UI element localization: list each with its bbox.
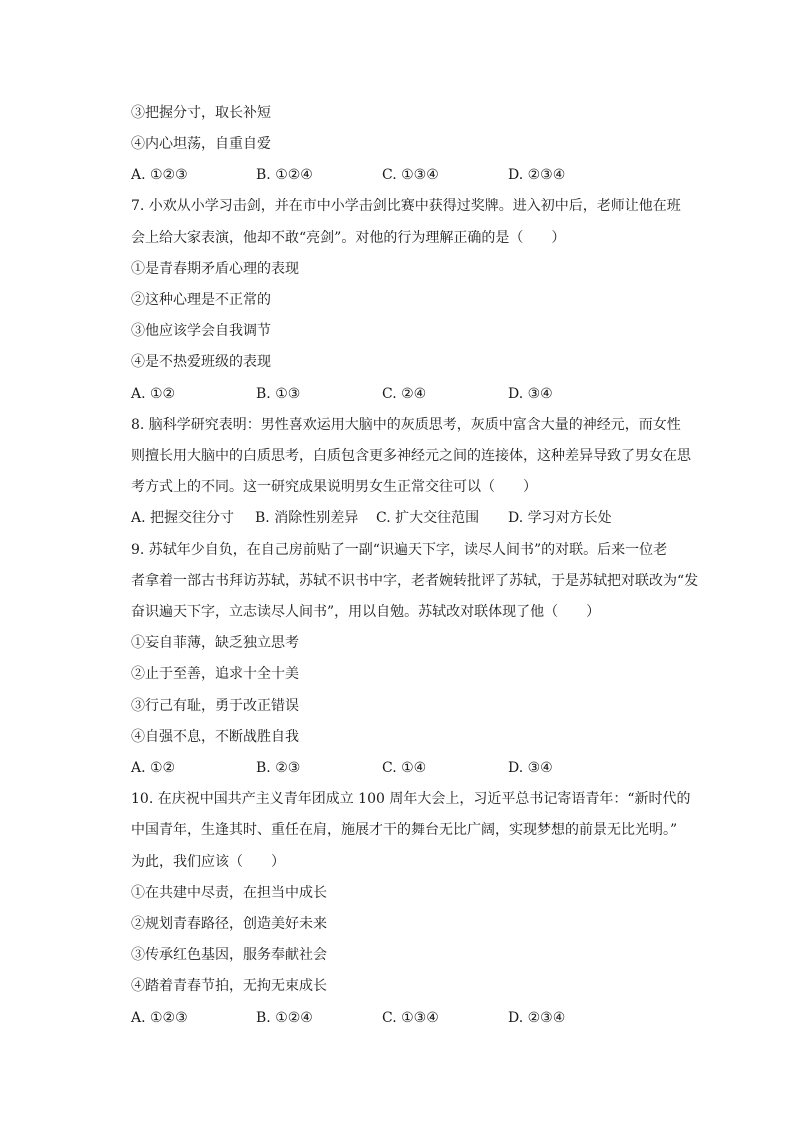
statement-2: ②这种心理是不正常的 <box>131 292 271 308</box>
q10-options <box>131 1008 691 1028</box>
question-8-text: 则擅长用大脑中的白质思考，白质包含更多神经元之间的连接体，这种差异导致了男女在思 <box>131 448 691 464</box>
option-d: D. ③④ <box>508 760 553 776</box>
statement-3: ③把握分寸，取长补短 <box>131 105 271 121</box>
option-c: C. ①④ <box>382 760 427 776</box>
option-c: C. ①③④ <box>382 1010 439 1026</box>
question-7-text: 7. 小欢从小学习击剑，并在市中小学击剑比赛中获得过奖牌。进入初中后，老师让他在班 <box>131 198 681 214</box>
question-8-text: 考方式上的不同。这一研究成果说明男女生正常交往可以（ ） <box>131 479 537 495</box>
statement-4: ④自强不息，不断战胜自我 <box>131 729 299 745</box>
option-c: C. ②④ <box>382 386 427 402</box>
statement-4: ④内心坦荡，自重自爱 <box>131 136 271 152</box>
option-b: B. ①②④ <box>256 167 313 183</box>
q8-options <box>131 508 691 528</box>
statement-3: ③他应该学会自我调节 <box>131 323 271 339</box>
statement-1: ①妄自菲薄，缺乏独立思考 <box>131 635 299 651</box>
option-b: B. ②③ <box>256 760 301 776</box>
statement-3: ③行己有耻，勇于改正错误 <box>131 698 299 714</box>
option-d: D. ②③④ <box>508 167 566 183</box>
option-a: A. ①② <box>131 760 176 776</box>
question-10-text: 为此，我们应该（ ） <box>131 854 285 870</box>
question-9-text: 9. 苏轼年少自负，在自己房前贴了一副“识遍天下字，读尽人间书”的对联。后来一位老 <box>131 542 668 558</box>
q7-options <box>131 384 691 404</box>
statement-4: ④踏着青春节拍，无拘无束成长 <box>131 978 327 994</box>
option-c: C. ①③④ <box>382 167 439 183</box>
statement-1: ①是青春期矛盾心理的表现 <box>131 261 299 277</box>
option-a: A. 把握交往分寸 <box>131 510 235 526</box>
statement-1: ①在共建中尽责，在担当中成长 <box>131 885 327 901</box>
option-a: A. ①②③ <box>131 1010 188 1026</box>
question-7-text: 会上给大家表演，他却不敢“亮剑”。对他的行为理解正确的是（ ） <box>131 230 566 246</box>
question-10-text: 10. 在庆祝中国共产主义青年团成立 100 周年大会上，习近平总书记寄语青年：“新时代的 <box>131 791 691 807</box>
question-10-text: 中国青年，生逢其时、重任在肩，施展才干的舞台无比广阔，实现梦想的前景无比光明。” <box>131 822 678 838</box>
statement-4: ④是不热爱班级的表现 <box>131 354 271 370</box>
question-8-text: 8. 脑科学研究表明：男性喜欢运用大脑中的灰质思考，灰质中富含大量的神经元，而女性 <box>131 417 681 433</box>
question-9-text: 奋识遍天下字，立志读尽人间书”，用以自勉。苏轼改对联体现了他（ ） <box>131 604 601 620</box>
option-d: D. 学习对方长处 <box>508 510 612 526</box>
q9-options <box>131 758 691 778</box>
statement-2: ②规划青春路径，创造美好未来 <box>131 916 327 932</box>
option-d: D. ②③④ <box>508 1010 566 1026</box>
option-a: A. ①② <box>131 386 176 402</box>
option-b: B. ①③ <box>256 386 301 402</box>
statement-3: ③传承红色基因，服务奉献社会 <box>131 947 327 963</box>
option-b: B. 消除性别差异 <box>255 510 359 526</box>
option-d: D. ③④ <box>508 386 553 402</box>
option-a: A. ①②③ <box>131 167 188 183</box>
option-b: B. ①②④ <box>256 1010 313 1026</box>
option-c: C. 扩大交往范围 <box>376 510 480 526</box>
q6-options <box>131 165 691 185</box>
statement-2: ②止于至善，追求十全十美 <box>131 666 299 682</box>
question-9-text: 者拿着一部古书拜访苏轼，苏轼不识书中字，老者婉转批评了苏轼，于是苏轼把对联改为“发 <box>131 573 699 589</box>
